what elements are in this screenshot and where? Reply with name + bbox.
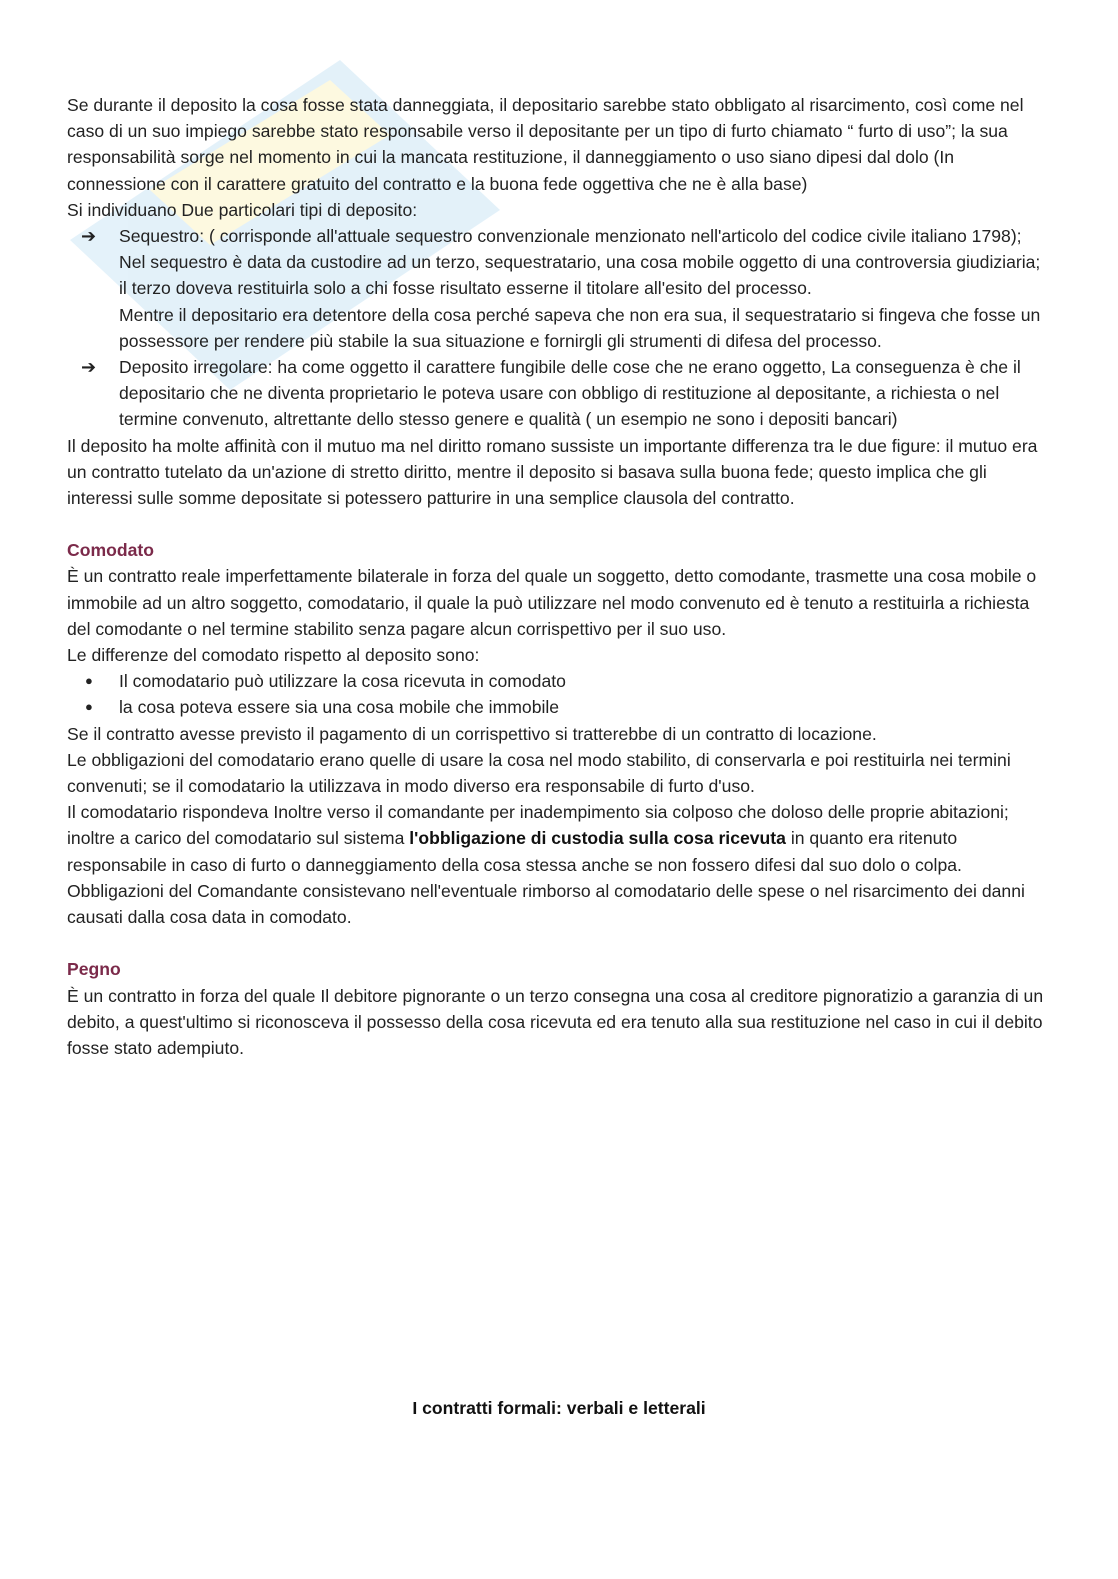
list-item <box>67 668 1052 694</box>
arrow-icon: ➔ <box>81 226 97 247</box>
document-body <box>67 92 1052 1061</box>
list-item-text-continued: Mentre il depositario era detentore della cosa perché sapeva che non era sua, il sequestratario si fingeva che fosse un possessore per rendere più stabile la sua situazione e fornirgli gli strumenti di difesa del processo. <box>119 304 1041 351</box>
comodato-paragraph-4: Le obbligazioni del comodatario erano quelle di usare la cosa nel modo stabilito, di conservarla e poi restituirla nei termini convenuti; se il comodatario la utilizzava in modo diverso era responsabile di furto d'uso. <box>67 749 1011 797</box>
list-item <box>67 223 1052 354</box>
comodato-paragraph-2: Le differenze del comodato rispetto al deposito sono: <box>67 645 480 666</box>
bold-text-run: l'obbligazione di custodia sulla cosa ricevuta <box>409 828 786 849</box>
intro-paragraph-2: Si individuano Due particolari tipi di deposito: <box>67 199 418 220</box>
comodato-differences-list <box>67 668 1052 720</box>
list-item-text: la cosa poteva essere sia una cosa mobile che immobile <box>119 697 560 718</box>
intro-paragraph-3: Il deposito ha molte affinità con il mutuo ma nel diritto romano sussiste un importante differenza tra le due figure: il mutuo era un contratto tutelato da un'azione di stretto diritto, mentre il deposito si basava sulla buona fede; questo implica che gli interessi sulle somme depositate si potessero patturire in una semplice clausola del contratto. <box>67 435 1038 509</box>
intro-paragraph-1: Se durante il deposito la cosa fosse stata danneggiata, il depositario sarebbe stato obbligato al risarcimento, così come nel caso di un suo impiego sarebbe stato responsabile verso il depositante per un tipo di furto chiamato “ furto di uso”; la sua responsabilità sorge nel momento in cui la mancata restituzione, il danneggiamento o uso siano dipesi dal dolo (In connessione con il carattere gratuito del contratto e la buona fede oggettiva che ne è alla base) <box>67 95 1024 194</box>
section-heading-pegno: Pegno <box>67 959 121 980</box>
arrow-icon: ➔ <box>81 357 97 378</box>
comodato-paragraph-5 <box>67 799 1052 878</box>
list-item-text: Deposito irregolare: ha come oggetto il carattere fungibile delle cose che ne erano oggetto, La conseguenza è che il depositario che ne diventa proprietario le poteva usare con obbligo di restituzione al depositante, a richiesta o nel termine convenuto, altrettante dello stesso genere e qualità ( un esempio ne sono i depositi bancari) <box>119 357 1021 430</box>
comodato-paragraph-3: Se il contratto avesse previsto il pagamento di un corrispettivo si tratterebbe di un contratto di locazione. <box>67 723 877 744</box>
section-heading-comodato: Comodato <box>67 540 154 561</box>
comodato-paragraph-1: È un contratto reale imperfettamente bilaterale in forza del quale un soggetto, detto comodante, trasmette una cosa mobile o immobile ad un altro soggetto, comodatario, il quale la può utilizzare nel modo convenuto ed è tenuto a restituirla a richiesta del comodante o nel termine stabilito senza pagare alcun corrispettivo per il suo uso. <box>67 566 1037 639</box>
next-section-title: I contratti formali: verbali e letterali <box>412 1398 706 1418</box>
list-item-text: Il comodatario può utilizzare la cosa ricevuta in comodato <box>119 671 566 692</box>
text-run: in quanto era ritenuto responsabile in caso di furto o danneggiamento della cosa stessa anche se non fossero difesi dal suo dolo o colpa. <box>67 828 962 875</box>
list-item <box>67 354 1052 433</box>
comodato-paragraph-6: Obbligazioni del Comandante consistevano nell'eventuale rimborso al comodatario delle spese o nel risarcimento dei danni causati dalla cosa data in comodato. <box>67 880 1025 928</box>
text-run: Il comodatario rispondeva Inoltre verso il comandante per inadempimento sia colposo che doloso delle proprie abitazioni; inoltre a carico del comodatario sul sistema <box>67 802 1009 849</box>
deposit-types-list <box>67 223 1052 433</box>
pegno-paragraph-1: È un contratto in forza del quale Il debitore pignorante o un terzo consegna una cosa al creditore pignoratizio a garanzia di un debito, a quest'ultimo si riconosceva il possesso della cosa ricevuta ed era tenuto alla sua restituzione nel caso in cui il debito fosse stato adempiuto. <box>67 985 1044 1058</box>
bullet-icon: ● <box>85 673 93 689</box>
list-item-text: Sequestro: ( corrisponde all'attuale sequestro convenzionale menzionato nell'articolo del codice civile italiano 1798); Nel sequestro è data da custodire ad un terzo, sequestratario, una cosa mobile oggetto di una controversia giudiziaria; il terzo doveva restituirla solo a chi fosse risultato esserne il titolare all'esito del processo. <box>119 226 1041 299</box>
list-item <box>67 694 1052 720</box>
bullet-icon: ● <box>85 699 93 715</box>
